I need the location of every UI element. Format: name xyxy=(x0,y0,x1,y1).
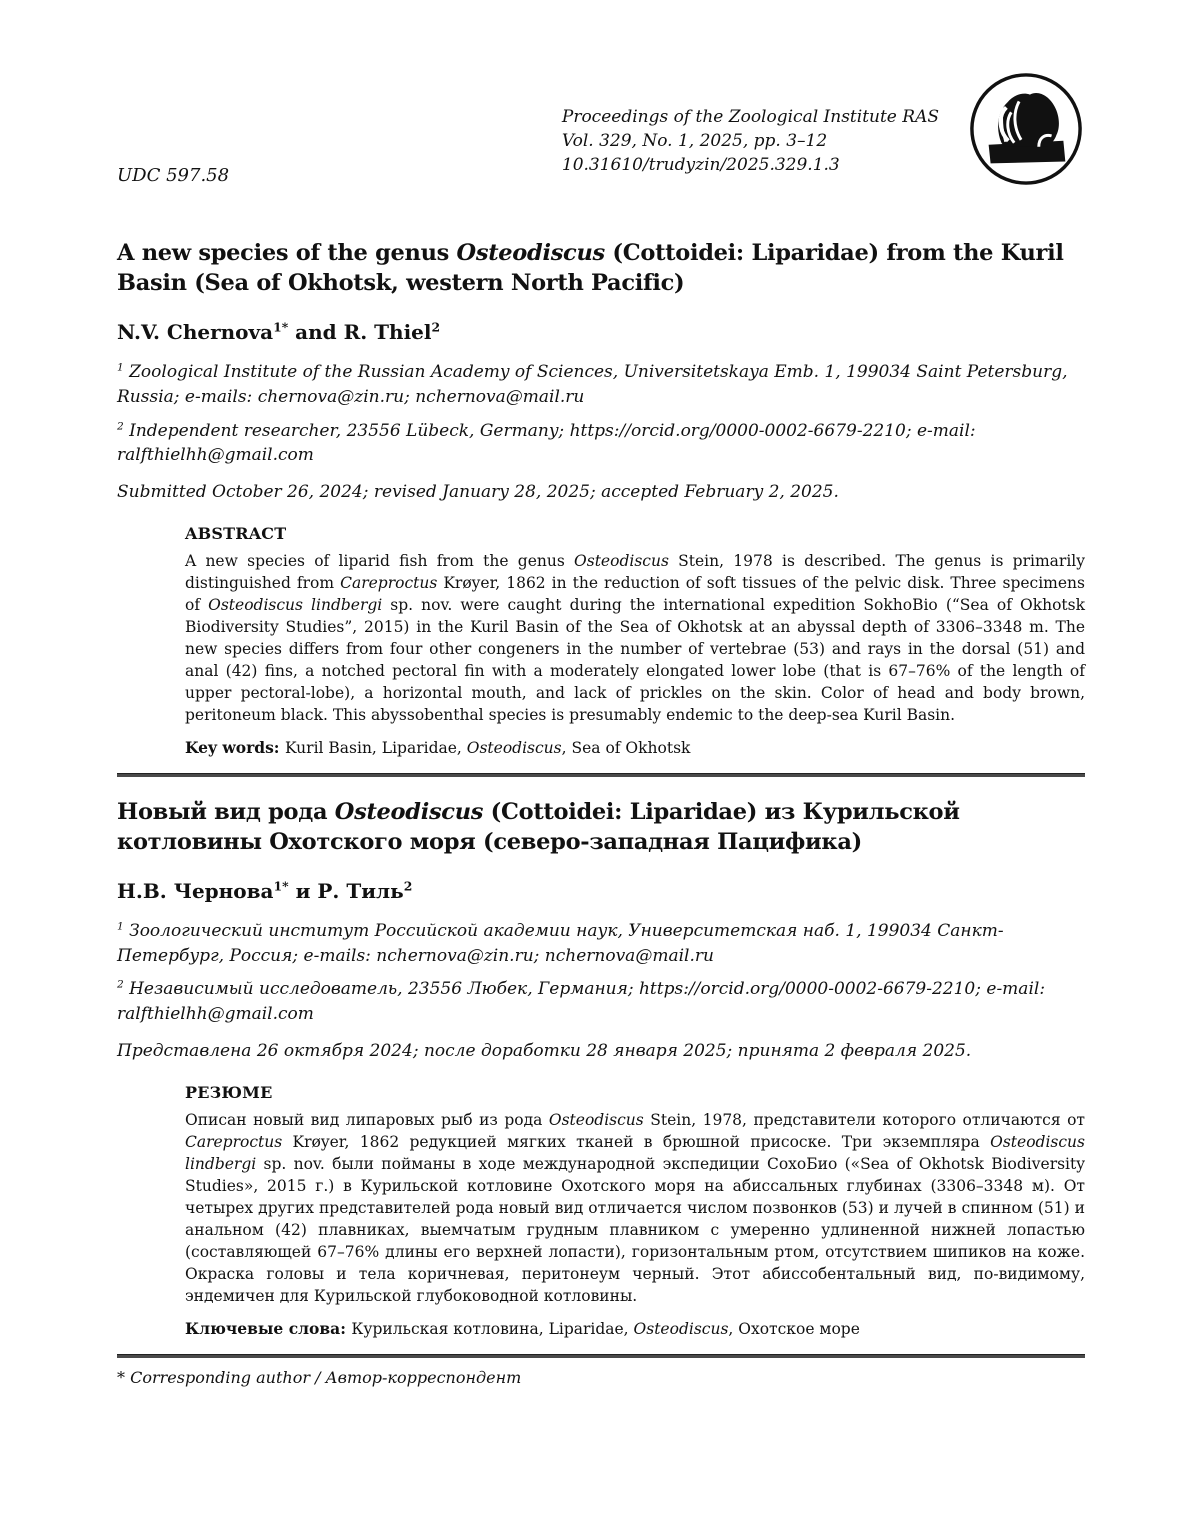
submission-dates-ru: Представлена 26 октября 2024; после доработки 28 января 2025; принята 2 февраля 2025. xyxy=(117,1040,972,1061)
udc-number: UDC 597.58 xyxy=(117,165,230,186)
keywords-ru: Ключевые слова: Курильская котловина, Liparidae, Osteodiscus, Охотское море xyxy=(185,1318,860,1338)
article-title-ru: Новый вид рода Osteodiscus (Cottoidei: Liparidae) из Курильской котловины Охотского моря (северо-западная Пацифика) xyxy=(117,798,960,855)
journal-doi: 10.31610/trudyzin/2025.329.1.3 xyxy=(561,154,840,175)
journal-title: Proceedings of the Zoological Institute RAS xyxy=(561,107,939,127)
page-header xyxy=(117,70,1085,188)
affiliation-2-ru: $^2$ Независимый исследователь, 23556 Любек, Германия; https://orcid.org/0000-0002-6679-2210; e-mail: ralfthielhh@gmail.com xyxy=(117,978,1046,1025)
authors-ru: Н.В. Чернова$^{1*}$ и Р. Тиль$^2$ xyxy=(117,878,413,904)
footnote-divider xyxy=(117,1354,1085,1358)
journal-citation xyxy=(562,106,939,177)
affiliation-2-en: $^2$ Independent researcher, 23556 Lübeck, Germany; https://orcid.org/0000-0002-6679-2210; e-mail: ralfthielhh@gmail.com xyxy=(117,419,976,466)
corresponding-author-footnote: * Corresponding author / Автор-корреспондент xyxy=(117,1367,522,1387)
journal-header-right xyxy=(562,70,1085,188)
abstract-heading-en: ABSTRACT xyxy=(185,523,287,543)
abstract-block-en xyxy=(185,524,1085,757)
affiliation-1-ru: $^1$ Зоологический институт Российской академии наук, Университетская наб. 1, 199034 Санкт-Петербург, Россия; e-mails: nchernova@zin.ru; nchernova@mail.ru xyxy=(117,920,1004,966)
authors-en: N.V. Chernova$^{1*}$ and R. Thiel$^2$ xyxy=(117,319,441,345)
journal-volume-pages: Vol. 329, No. 1, 2025, pp. 3–12 xyxy=(561,130,828,151)
abstract-text-ru: Описан новый вид липаровых рыб из рода Osteodiscus Stein, 1978, представители которого отличаются от Careproctus Krøyer, 1862 редукцией мягких тканей в брюшной присоске. Три экземпляра Osteodiscus lindbergi sp. nov. были пойманы в ходе международной экспедиции СохоБио («Sea of Okhotsk Biodiversity Studies», 2015 г.) в Курильской котловине Охотского моря на абиссальных глубинах (3306–3348 м). От четырех других представителей рода новый вид отличается числом позвонков (53) и лучей в спинном (51) и анальном (42) плавниках, выемчатым грудным плавником с умеренно удлиненной нижней лопастью (составляющей 67–76% длины его верхней лопасти), горизонтальным ртом, отсутствием шипиков на коже. Окраска головы и тела коричневая, перитонеум черный. Этот абиссобентальный вид, по-видимому, эндемичен для Курильской глубоководной котловины. xyxy=(185,1110,1085,1305)
affiliation-1-en: $^1$ Zoological Institute of the Russian Academy of Sciences, Universitetskaya Emb. 1, 199034 Saint Petersburg, Russia; e-mails: chernova@zin.ru; nchernova@mail.ru xyxy=(117,361,1068,407)
abstract-text-en: A new species of liparid fish from the genus Osteodiscus Stein, 1978 is described. The genus is primarily distinguished from Careproctus Krøyer, 1862 in the reduction of soft tissues of the pelvic disk. Three specimens of Osteodiscus lindbergi sp. nov. were caught during the international expedition SokhoBio (“Sea of Okhotsk Biodiversity Studies”, 2015) in the Kuril Basin of the Sea of Okhotsk at an abyssal depth of 3306–3348 m. The new species differs from four other congeners in the number of vertebrae (53) and rays in the dorsal (51) and anal (42) fins, a notched pectoral fin with a moderately elongated lower lobe (that is 67–76% of the length of upper pectoral-lobe), a horizontal mouth, and lack of prickles on the skin. Color of head and body brown, peritoneum black. This abyssobenthal species is presumably endemic to the deep-sea Kuril Basin. xyxy=(185,551,1085,724)
mammoth-logo-icon xyxy=(967,70,1085,188)
keywords-en: Key words: Kuril Basin, Liparidae, Osteodiscus, Sea of Okhotsk xyxy=(185,737,691,757)
abstract-block-ru xyxy=(185,1083,1085,1338)
article-title-en: A new species of the genus Osteodiscus (Cottoidei: Liparidae) from the Kuril Basin (Sea of Okhotsk, western North Pacific) xyxy=(117,240,1064,297)
section-divider xyxy=(117,773,1085,777)
submission-dates-en: Submitted October 26, 2024; revised January 28, 2025; accepted February 2, 2025. xyxy=(117,481,839,502)
abstract-heading-ru: РЕЗЮМЕ xyxy=(185,1082,273,1102)
